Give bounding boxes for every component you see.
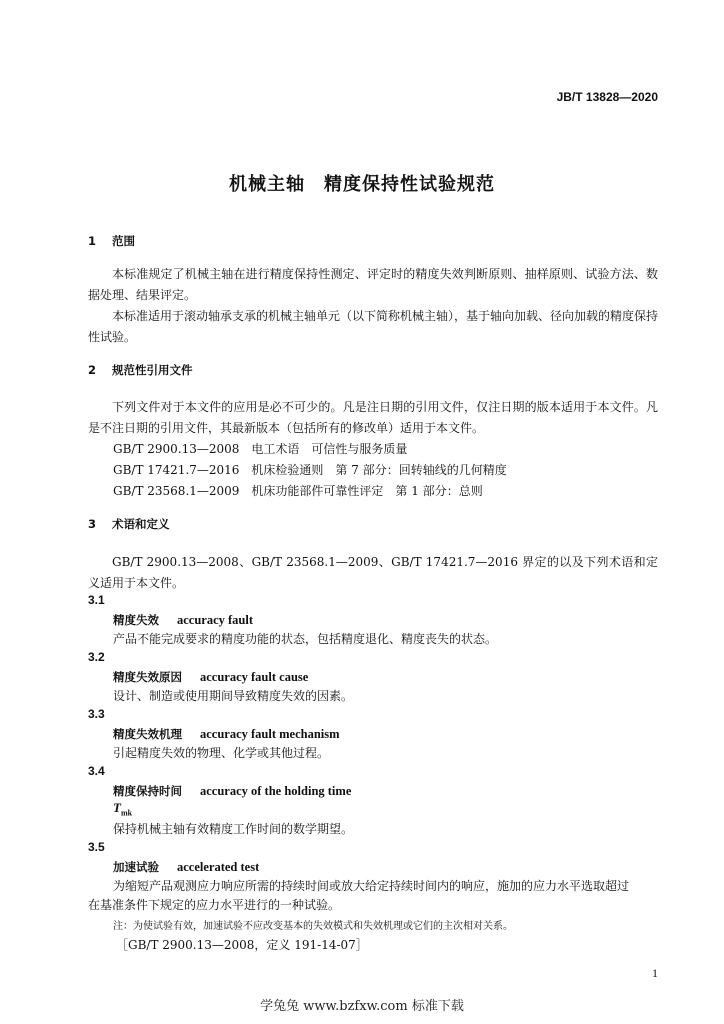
term-heading bbox=[113, 612, 253, 628]
term-number: 3.3 bbox=[88, 707, 105, 721]
term-definition: 设计、制造或使用期间导致精度失效的因素。 bbox=[113, 689, 354, 703]
scope-paragraph-1: 本标准规定了机械主轴在进行精度保持性测定、评定时的精度失效判断原则、抽样原则、试验方法、数据处理、结果评定。 bbox=[88, 267, 658, 302]
standard-code: JB/T 13828—2020 bbox=[556, 90, 658, 104]
term-heading bbox=[113, 859, 259, 875]
term-number: 3.1 bbox=[88, 593, 105, 607]
term-definition-line-2: 在基准条件下规定的应力水平进行的一种试验。 bbox=[88, 898, 341, 912]
term-number: 3.5 bbox=[88, 840, 105, 854]
section-2-heading bbox=[88, 362, 193, 378]
term-zh: 精度失效 bbox=[113, 613, 159, 627]
term-number: 3.4 bbox=[88, 764, 105, 778]
section-3-heading bbox=[88, 516, 170, 532]
symbol-subscript: mk bbox=[120, 808, 133, 818]
term-zh: 精度保持时间 bbox=[113, 784, 182, 798]
term-source: ［GB/T 2900.13—2008，定义 191-14-07］ bbox=[116, 938, 368, 952]
term-en: accuracy of the holding time bbox=[200, 784, 352, 798]
term-definition: 产品不能完成要求的精度功能的状态，包括精度退化、精度丧失的状态。 bbox=[113, 632, 498, 646]
section-number: 1 bbox=[88, 234, 97, 248]
section-number: 3 bbox=[88, 517, 97, 531]
term-definition: 保持机械主轴有效精度工作时间的数学期望。 bbox=[113, 822, 354, 836]
term-en: accuracy fault mechanism bbox=[200, 727, 340, 741]
symbol-letter: T bbox=[113, 800, 121, 815]
term-definition: 引起精度失效的物理、化学或其他过程。 bbox=[113, 746, 330, 760]
term-zh: 精度失效原因 bbox=[113, 670, 182, 684]
term-zh: 精度失效机理 bbox=[113, 727, 182, 741]
watermark-footer: 学兔兔 www.bzfxw.com 标准下载 bbox=[260, 999, 464, 1014]
term-note: 注：为使试验有效，加速试验不应改变基本的失效模式和失效机理或它们的主次相对关系。 bbox=[113, 921, 513, 932]
term-heading bbox=[113, 726, 340, 742]
references-paragraph: 下列文件对于本文件的应用是必不可少的。凡是注日期的引用文件，仅注日期的版本适用于本文件。凡是不注日期的引用文件，其最新版本（包括所有的修改单）适用于本文件。 bbox=[88, 400, 658, 435]
section-title: 术语和定义 bbox=[112, 517, 170, 531]
scope-paragraph-2: 本标准适用于滚动轴承支承的机械主轴单元（以下简称机械主轴），基于轴向加载、径向加载的精度保持性试验。 bbox=[88, 309, 659, 344]
reference-item: GB/T 23568.1—2009 机床功能部件可靠性评定 第 1 部分：总则 bbox=[113, 484, 483, 498]
term-heading bbox=[113, 783, 351, 799]
page-number: 1 bbox=[652, 966, 658, 980]
reference-item: GB/T 2900.13—2008 电工术语 可信性与服务质量 bbox=[113, 442, 408, 456]
section-title: 范围 bbox=[112, 234, 136, 248]
term-en: accuracy fault cause bbox=[200, 670, 309, 684]
term-definition-line-1: 为缩短产品观测应力响应所需的持续时间或放大给定持续时间内的响应，施加的应力水平选取超过 bbox=[113, 879, 630, 893]
term-number: 3.2 bbox=[88, 650, 105, 664]
section-number: 2 bbox=[88, 363, 97, 377]
terms-intro-paragraph: GB/T 2900.13—2008、GB/T 23568.1—2009、GB/T 17421.7—2016 界定的以及下列术语和定义适用于本文件。 bbox=[88, 555, 658, 590]
section-1-heading bbox=[88, 233, 135, 249]
term-en: accelerated test bbox=[177, 860, 260, 874]
term-heading bbox=[113, 669, 308, 685]
reference-item: GB/T 17421.7—2016 机床检验通则 第 7 部分：回转轴线的几何精度 bbox=[113, 463, 507, 477]
section-title: 规范性引用文件 bbox=[112, 363, 193, 377]
term-symbol bbox=[113, 800, 132, 818]
document-title: 机械主轴 精度保持性试验规范 bbox=[229, 174, 495, 195]
term-en: accuracy fault bbox=[177, 613, 254, 627]
term-zh: 加速试验 bbox=[113, 860, 159, 874]
